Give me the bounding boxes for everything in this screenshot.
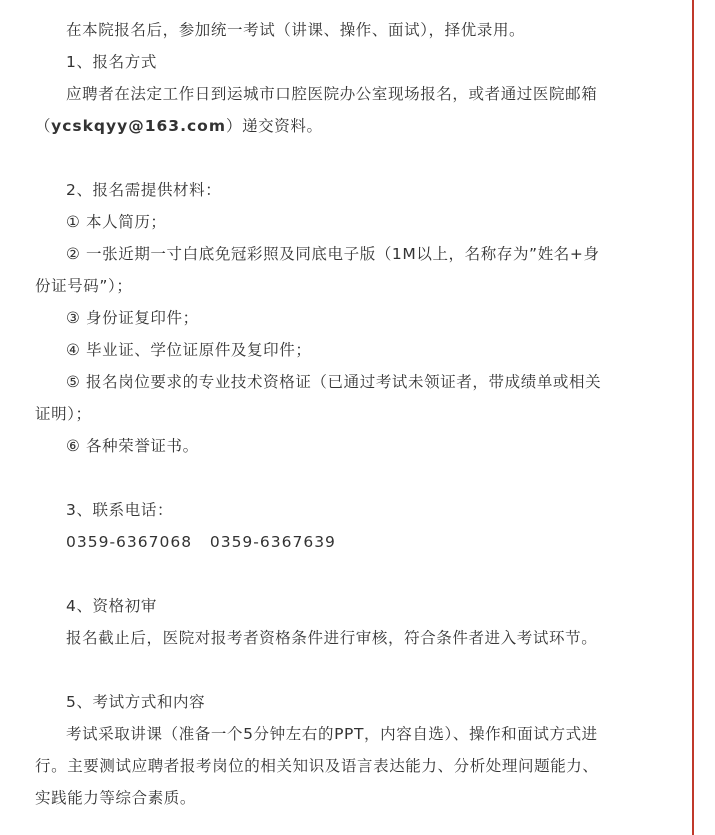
section-5-text-line-2: 行。主要测试应聘者报考岗位的相关知识及语言表达能力、分析处理问题能力、	[35, 757, 599, 775]
section-1-text-suffix: ）递交资料。	[225, 117, 323, 135]
section-1-text-prefix: （	[35, 117, 52, 135]
section-2-heading: 2、报名需提供材料：	[66, 181, 222, 199]
section-3-heading: 3、联系电话：	[66, 501, 174, 519]
materials-item-5-line-1: ⑤ 报名岗位要求的专业技术资格证（已通过考试未领证者，带成绩单或相关	[66, 373, 602, 391]
section-5-text-line-1: 考试采取讲课（准备一个5分钟左右的PPT，内容自选）、操作和面试方式进	[66, 725, 598, 743]
spacer	[35, 142, 668, 174]
section-1-text-line-1: 应聘者在法定工作日到运城市口腔医院办公室现场报名，或者通过医院邮箱	[66, 85, 598, 103]
spacer	[35, 558, 668, 590]
materials-item-1: ① 本人简历；	[66, 213, 167, 231]
materials-item-2-line-2: 份证号码”）；	[35, 277, 133, 295]
intro-paragraph: 在本院报名后，参加统一考试（讲课、操作、面试），择优录用。	[66, 21, 526, 39]
materials-item-3: ③ 身份证复印件；	[66, 309, 199, 327]
spacer	[35, 462, 668, 494]
materials-item-2-line-1: ② 一张近期一寸白底免冠彩照及同底电子版（1M以上，名称存为”姓名+身	[66, 245, 600, 263]
section-1-text-line-2	[35, 110, 668, 142]
materials-item-4: ④ 毕业证、学位证原件及复印件；	[66, 341, 312, 359]
section-4-text: 报名截止后，医院对报考者资格条件进行审核，符合条件者进入考试环节。	[66, 629, 598, 647]
materials-item-5-line-2: 证明）；	[35, 405, 92, 423]
contact-phones: 0359-6367068 0359-6367639	[66, 533, 336, 551]
section-1-heading: 1、报名方式	[66, 53, 157, 71]
section-4-heading: 4、资格初审	[66, 597, 157, 615]
section-5-heading: 5、考试方式和内容	[66, 693, 206, 711]
email-address: ycskqyy@163.com	[51, 117, 226, 135]
page-edge-rule	[692, 0, 694, 835]
spacer	[35, 654, 668, 686]
materials-item-6: ⑥ 各种荣誉证书。	[66, 437, 199, 455]
section-5-text-line-3: 实践能力等综合素质。	[35, 789, 197, 807]
